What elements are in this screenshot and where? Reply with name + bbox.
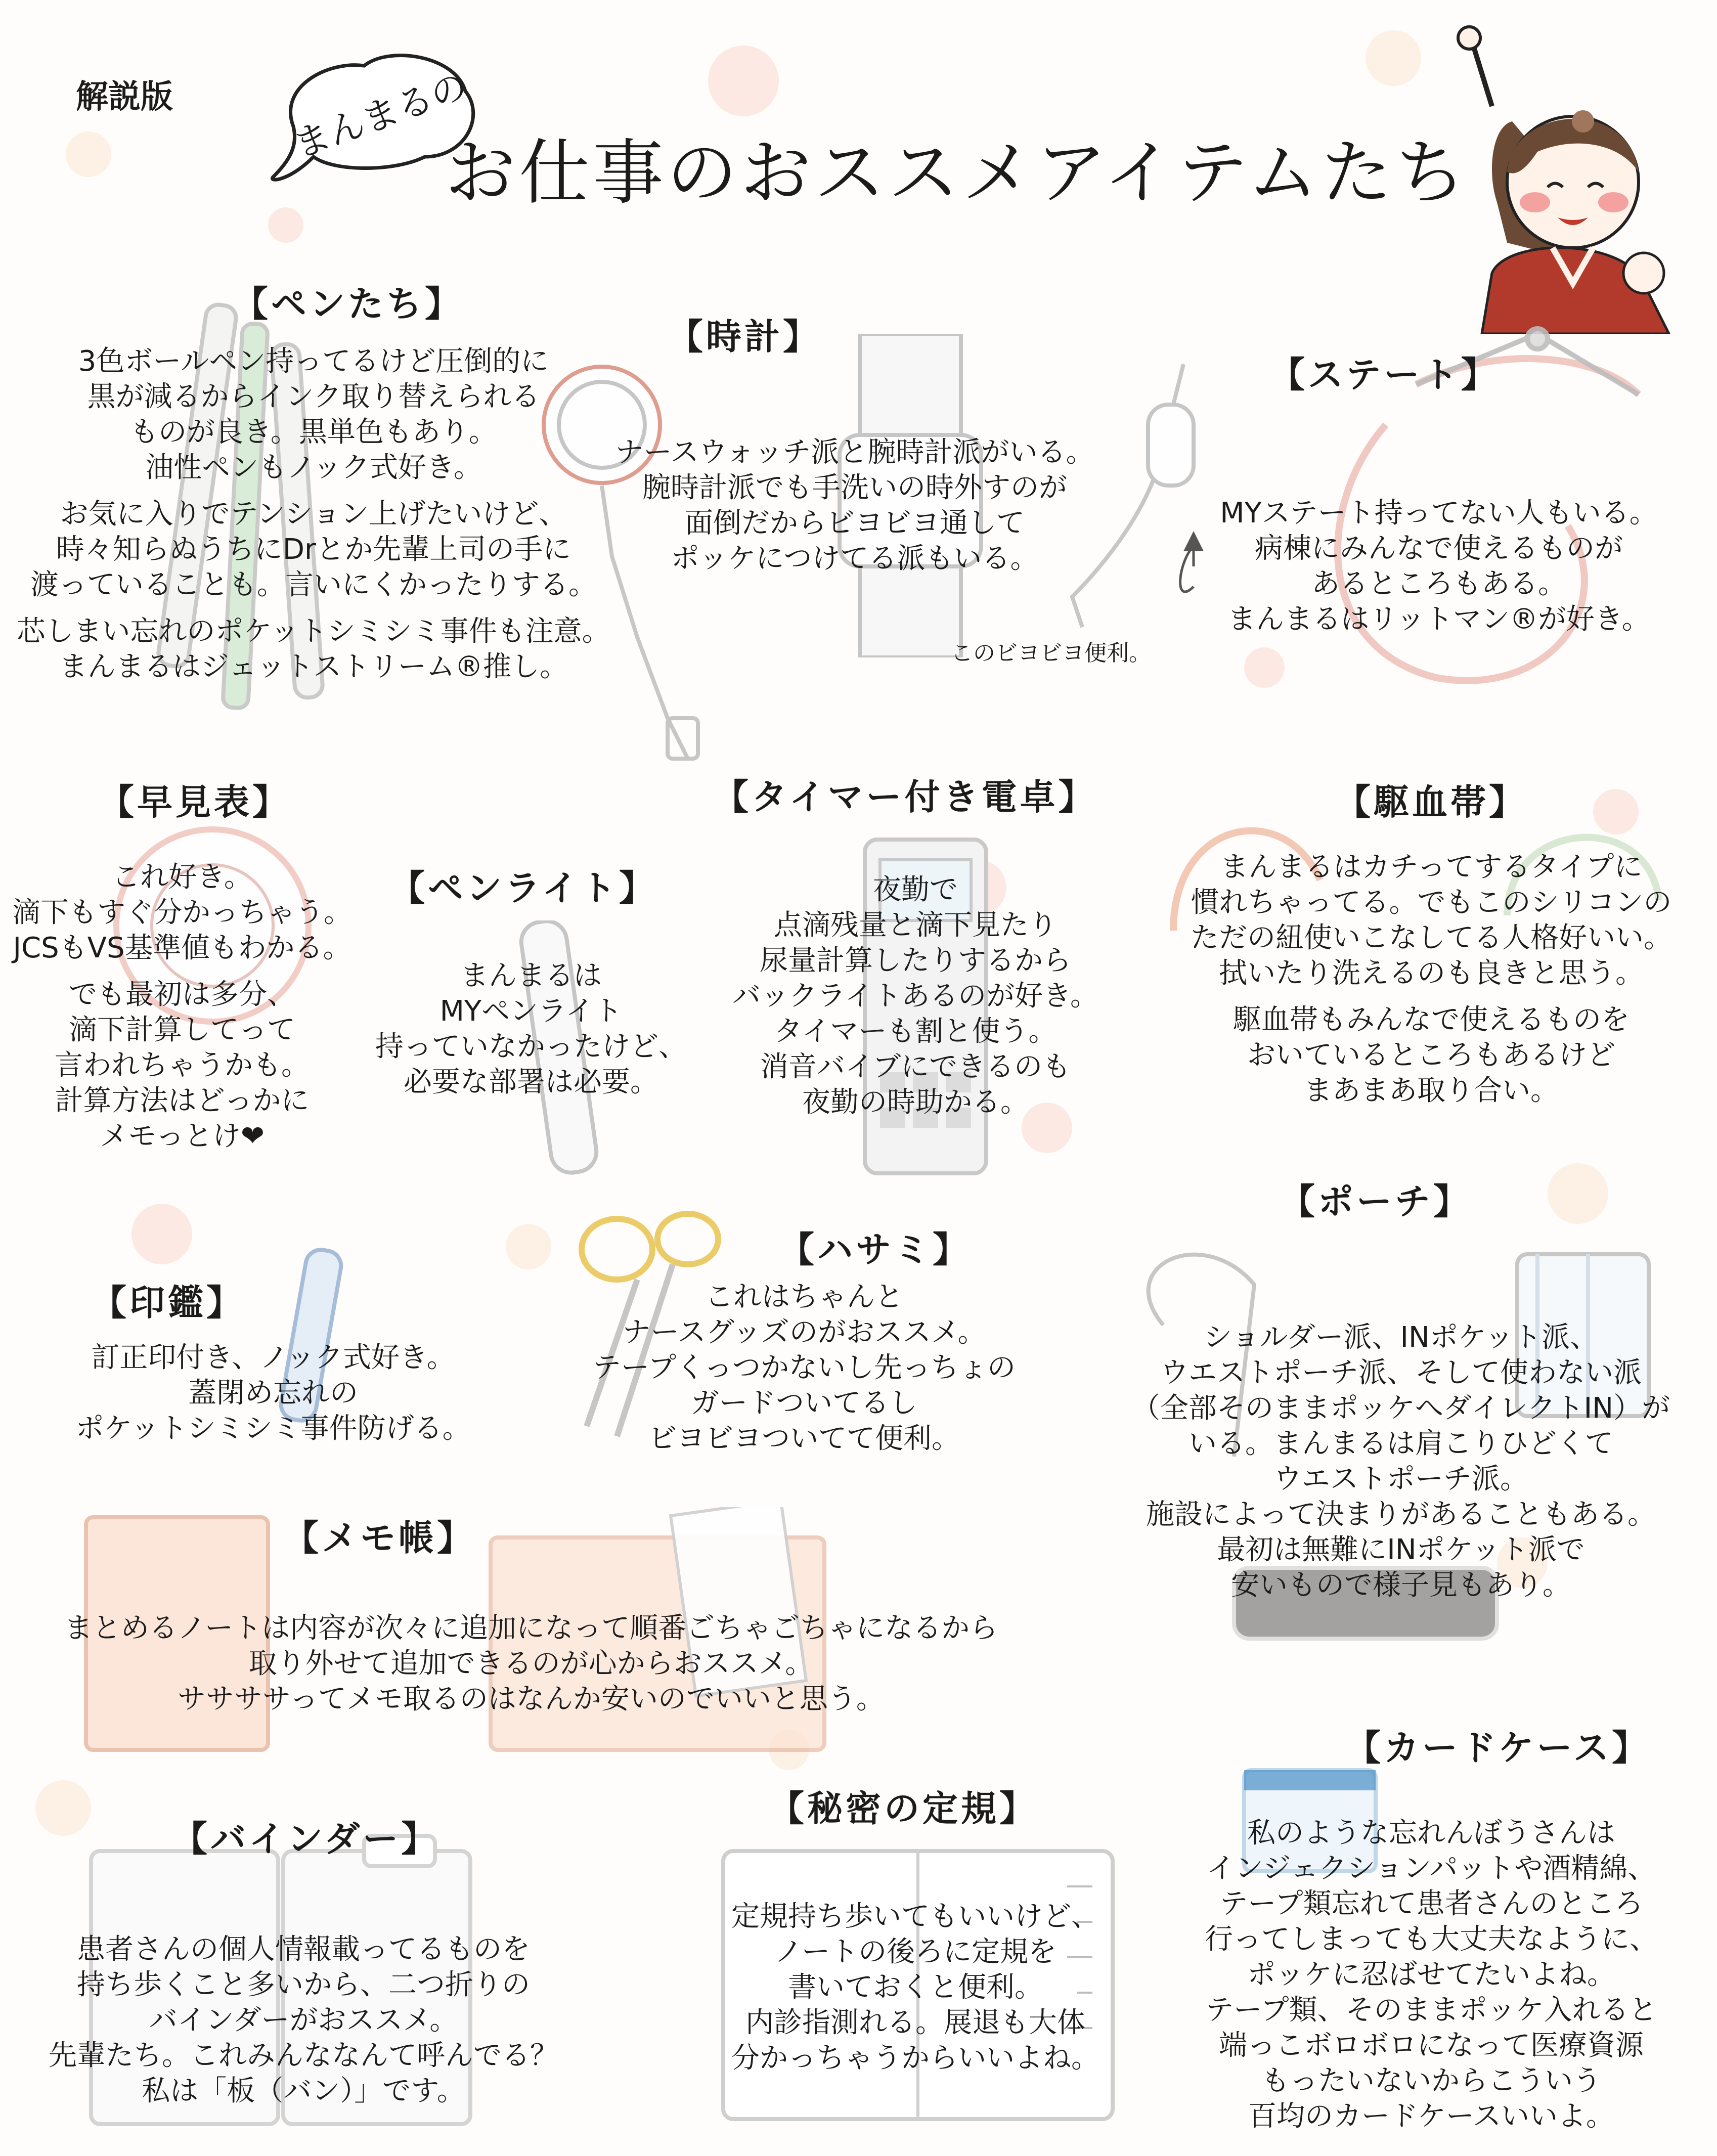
text-line: 滴下もすぐ分かっちゃう。 <box>12 896 352 929</box>
text-line: 点滴残量と滴下見たり <box>774 909 1057 942</box>
petal-decoration <box>131 1204 192 1264</box>
text-line: 安いもので様子見もあり。 <box>1231 1569 1571 1602</box>
binder-text <box>10 1932 597 2109</box>
text-line: 持っていなかったけど、 <box>375 1030 687 1063</box>
text-line: まんまるはカチってするタイプに <box>1220 851 1643 884</box>
text-line: 病棟にみんなで使えるものが <box>1255 532 1623 565</box>
petal-decoration <box>268 207 303 243</box>
text-line: 腕時計派でも手洗いの時外すのが <box>642 471 1067 504</box>
text-line: これ好き。 <box>112 861 252 894</box>
text-line: おいているところもあるけど <box>1247 1039 1615 1072</box>
nurse-character <box>1406 20 1689 334</box>
text-line: ものが良き。黒単色もあり。 <box>130 416 497 449</box>
pouch-heading: 【ポーチ】 <box>1280 1181 1472 1222</box>
text-line: 取り外せて追加できるのが心からおススメ。 <box>248 1647 814 1680</box>
text-line: MYステート持ってない人もいる。 <box>1220 497 1658 530</box>
text-line: まとめるノートは内容が次々に追加になって順番ごちゃごちゃになるから <box>64 1612 998 1645</box>
text-line: ウエストポーチ派。 <box>1273 1463 1528 1495</box>
text-line: 私のような忘れんぼうさんは <box>1247 1817 1615 1850</box>
petal-decoration <box>1244 647 1285 688</box>
text-line: 必要な部署は必要。 <box>404 1066 658 1098</box>
pouch-text <box>1087 1320 1714 1603</box>
text-line: JCSもVS基準値もわかる。 <box>13 932 351 964</box>
memo-heading: 【メモ帳】 <box>283 1517 475 1559</box>
text-line: ガードついてるし <box>691 1387 917 1420</box>
text-line: テープくっつかないし先っちょの <box>592 1351 1016 1384</box>
cardcase-heading: 【カードケース】 <box>1345 1727 1651 1769</box>
text-line: まんまるはリットマン®が好き。 <box>1227 603 1650 636</box>
text-line: インジェクションパットや酒精綿、 <box>1206 1852 1656 1885</box>
text-line: 芯しまい忘れのポケットシミシミ事件も注意。 <box>17 615 610 648</box>
text-line: MYペンライト <box>439 995 623 1028</box>
text-line: 駆血帯もみんなで使えるものを <box>1233 1003 1630 1036</box>
stamp-heading: 【印鑑】 <box>91 1282 245 1324</box>
speech-bubble-text: まんまるの <box>287 64 473 166</box>
text-line: 分かっちゃうからいいよね。 <box>731 2042 1099 2075</box>
petal-decoration <box>506 1224 551 1269</box>
stethoscope-heading: 【ステート】 <box>1269 354 1500 395</box>
tourniquet-text <box>1158 850 1704 1109</box>
text-line: 慣れちゃってる。でもこのシリコンの <box>1191 886 1672 919</box>
petal-decoration <box>66 131 111 177</box>
text-line: 夜勤の時助かる。 <box>802 1086 1029 1119</box>
text-line: 蓋閉め忘れの <box>188 1377 358 1410</box>
text-line: でも最初は多分、 <box>69 978 295 1011</box>
text-line: 書いておくと便利。 <box>788 1971 1043 2004</box>
text-line: 持ち歩くこと多いから、二つ折りの <box>77 1968 530 2001</box>
scissors-heading: 【ハサミ】 <box>779 1229 971 1270</box>
text-line: あるところもある。 <box>1311 567 1566 600</box>
stamp-text <box>30 1340 516 1446</box>
text-line: ビヨビヨついてて便利。 <box>648 1422 960 1455</box>
text-line: 消音バイブにできるのも <box>760 1050 1071 1083</box>
memo-text <box>10 1611 1052 1717</box>
text-line: まんまるは <box>460 959 602 992</box>
text-line: 訂正印付き、ノック式好き。 <box>91 1341 455 1374</box>
text-line: ポッケにつけてる派もいる。 <box>671 542 1039 575</box>
watch-heading: 【時計】 <box>668 316 821 358</box>
text-line: 油性ペンもノック式好き。 <box>145 451 482 484</box>
penlight-heading: 【ペンライト】 <box>389 867 657 909</box>
text-line: まんまるはジェットストリーム®推し。 <box>59 650 568 683</box>
text-line: バックライトあるのが好き。 <box>732 980 1099 1013</box>
cardcase-text <box>1153 1816 1709 2134</box>
text-line: 患者さんの個人情報載ってるものを <box>77 1933 530 1966</box>
text-line: 行ってしまっても大丈夫なように、 <box>1205 1923 1658 1956</box>
text-line: 言われちゃうかも。 <box>55 1049 310 1082</box>
stethoscope-text <box>1173 496 1704 637</box>
text-line: 端っこボロボロになって医療資源 <box>1219 2029 1644 2062</box>
text-line: 時々知らぬうちにDrとか先輩上司の手に <box>56 533 571 566</box>
text-line: 拭いたり洗えるのも良きと思う。 <box>1219 957 1644 990</box>
penlight-text <box>354 958 708 1100</box>
text-line: ポケットシミシミ事件防げる。 <box>75 1412 471 1445</box>
text-line: 私は「板（バン）」です。 <box>142 2075 465 2107</box>
text-line: 渡っていることも。言いにくかったりする。 <box>30 568 597 601</box>
chart-text <box>5 860 359 1154</box>
text-line: 最初は無難にINポケット派で <box>1217 1533 1585 1566</box>
text-line: 夜勤で <box>873 873 958 906</box>
text-line: まあまあ取り合い。 <box>1304 1074 1559 1107</box>
binder-heading: 【バインダー】 <box>172 1818 440 1860</box>
watch-text <box>577 435 1133 577</box>
text-line: ナースグッズのがおススメ。 <box>622 1316 986 1349</box>
watch-note: このビヨビヨ便利。 <box>951 640 1151 666</box>
text-line: 3色ボールペン持ってるけど圧倒的に <box>78 345 549 378</box>
calculator-text <box>688 872 1143 1120</box>
ruler-heading: 【秘密の定規】 <box>769 1788 1038 1829</box>
text-line: これはちゃんと <box>705 1281 903 1313</box>
text-line: （全部そのままポッケへダイレクトIN）が <box>1131 1392 1670 1425</box>
text-line: 計算方法はどっかに <box>55 1084 310 1117</box>
text-line: 尿量計算したりするから <box>760 944 1071 977</box>
scissors-text <box>551 1280 1057 1457</box>
text-line: バインダーがおススメ。 <box>149 2004 458 2037</box>
text-line: お気に入りでテンション上げたいけど、 <box>60 498 567 531</box>
text-line: 先輩たち。これみんななんて呼んでる？ <box>49 2039 558 2072</box>
page-title: お仕事のおススメアイテムたち <box>445 132 1469 214</box>
pens-heading: 【ペンたち】 <box>233 283 463 325</box>
text-line: ナースウォッチ派と腕時計派がいる。 <box>615 436 1094 469</box>
text-line: テープ類、そのままポッケ入れると <box>1205 1994 1657 2027</box>
text-line: 滴下計算してって <box>69 1014 295 1046</box>
text-line: メモっとけ❤ <box>100 1120 265 1153</box>
text-line: 百均のカードケースいいよ。 <box>1248 2100 1615 2133</box>
text-line: テープ類忘れて患者さんのところ <box>1219 1887 1643 1920</box>
tourniquet-heading: 【駆血帯】 <box>1335 781 1527 823</box>
ruler-text <box>678 1899 1153 2076</box>
text-line: ただの紐使いこなしてる人格好いい。 <box>1191 921 1672 954</box>
calculator-heading: 【タイマー付き電卓】 <box>713 776 1097 818</box>
text-line: もったいないからこういう <box>1261 2064 1601 2097</box>
text-line: 面倒だからビヨビヨ通して <box>685 507 1025 540</box>
edition-label: 解説版 <box>76 78 173 116</box>
text-line: ノートの後ろに定規を <box>774 1935 1057 1968</box>
chart-heading: 【早見表】 <box>99 781 291 823</box>
text-line: タイマーも割と使う。 <box>774 1015 1057 1048</box>
text-line: 黒が減るからインク取り替えられる <box>87 380 540 413</box>
pens-text <box>0 344 627 685</box>
text-line: 施設によって決まりがあることもある。 <box>1146 1498 1656 1531</box>
text-line: ササササってメモ取るのはなんか安いのでいいと思う。 <box>178 1683 885 1715</box>
petal-decoration <box>708 46 779 116</box>
text-line: いる。まんまるは肩こりひどくて <box>1188 1427 1613 1460</box>
text-line: ポッケに忍ばせてたいよね。 <box>1247 1958 1615 1991</box>
text-line: 内診指測れる。展退も大体 <box>745 2006 1085 2039</box>
text-line: ショルダー派、INポケット派、 <box>1203 1321 1599 1354</box>
text-line: 定規持ち歩いてもいいけど、 <box>731 1900 1099 1933</box>
petal-decoration <box>35 1780 91 1836</box>
text-line: ウエストポーチ派、そして使わない派 <box>1160 1356 1642 1389</box>
